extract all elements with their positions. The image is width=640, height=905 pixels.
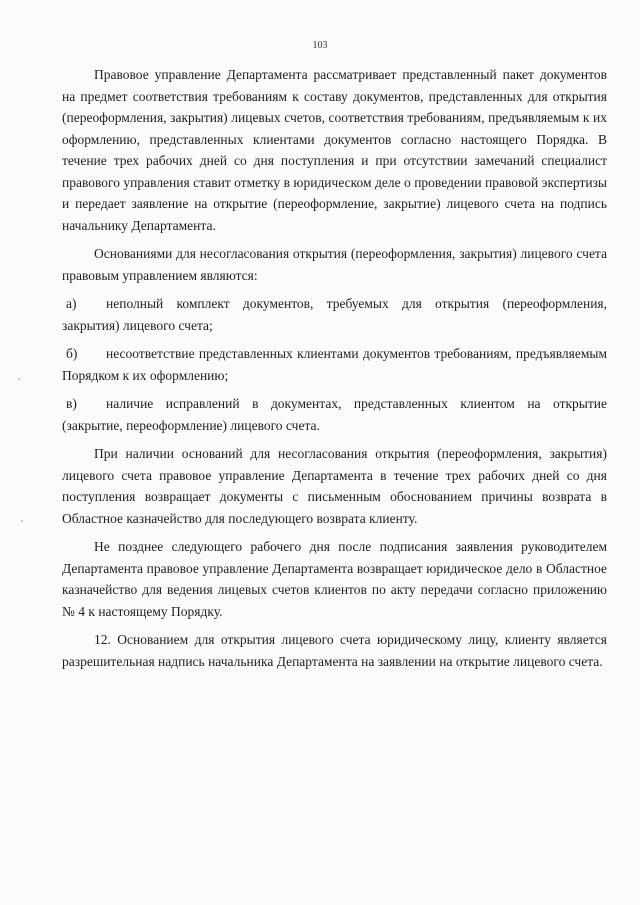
list-marker-a: а) (66, 296, 77, 311)
paragraph-refusal-grounds: Основаниями для несогласования открытия (переоформления, закрытия) лицевого счета правовым управлением являются: (62, 246, 607, 283)
list-item-b (62, 343, 607, 386)
list-text-b: несоответствие представленных клиентами документов требованиям, предъявляемым Порядком к их оформлению; (62, 346, 607, 383)
list-text-v: наличие исправлений в документах, представленных клиентом на открытие (закрытие, переоформление) лицевого счета. (62, 396, 607, 433)
list-item-a (62, 293, 607, 336)
list-item-v (62, 393, 607, 436)
paragraph-legal-review: Правовое управление Департамента рассматривает представленный пакет документов на предмет соответствия требованиям к составу документов, представленных для открытия (переоформления, закрытия) лицевых счетов, соответствия требованиям, предъявляемым к их оформлению, представленных клиентами документов согласно настоящего Порядка. В течение трех рабочих дней со дня поступления и при отсутствии замечаний специалист правового управления ставит отметку в юридическом деле о проведении правовой экспертизы и передает заявление на открытие (переоформление, закрытие) лицевого счета на подпись начальнику Департамента. (62, 67, 607, 233)
list-marker-b: б) (66, 346, 78, 361)
paragraph-12-opening-basis: 12. Основанием для открытия лицевого счета юридическому лицу, клиенту является разрешительная надпись начальника Департамента на заявлении на открытие лицевого счета. (62, 632, 607, 669)
paragraph-return-case: Не позднее следующего рабочего дня после подписания заявления руководителем Департамента правовое управление Департамента возвращает юридическое дело в Областное казначейство для ведения лицевых счетов клиентов по акту передачи согласно приложению № 4 к настоящему Порядку. (62, 539, 607, 619)
page-number: 103 (312, 40, 328, 51)
list-marker-v: в) (66, 396, 77, 411)
list-text-a: неполный комплект документов, требуемых для открытия (переоформления, закрытия) лицевого счета; (62, 296, 607, 333)
document-body (62, 64, 607, 679)
scan-artifact (21, 520, 23, 522)
scan-artifact (18, 378, 20, 380)
paragraph-return-documents: При наличии оснований для несогласования открытия (переоформления, закрытия) лицевого счета правовое управление Департамента в течение трех рабочих дней со дня поступления возвращает документы с письменным обоснованием причины возврата в Областное казначейство для последующего возврата клиенту. (62, 446, 607, 526)
